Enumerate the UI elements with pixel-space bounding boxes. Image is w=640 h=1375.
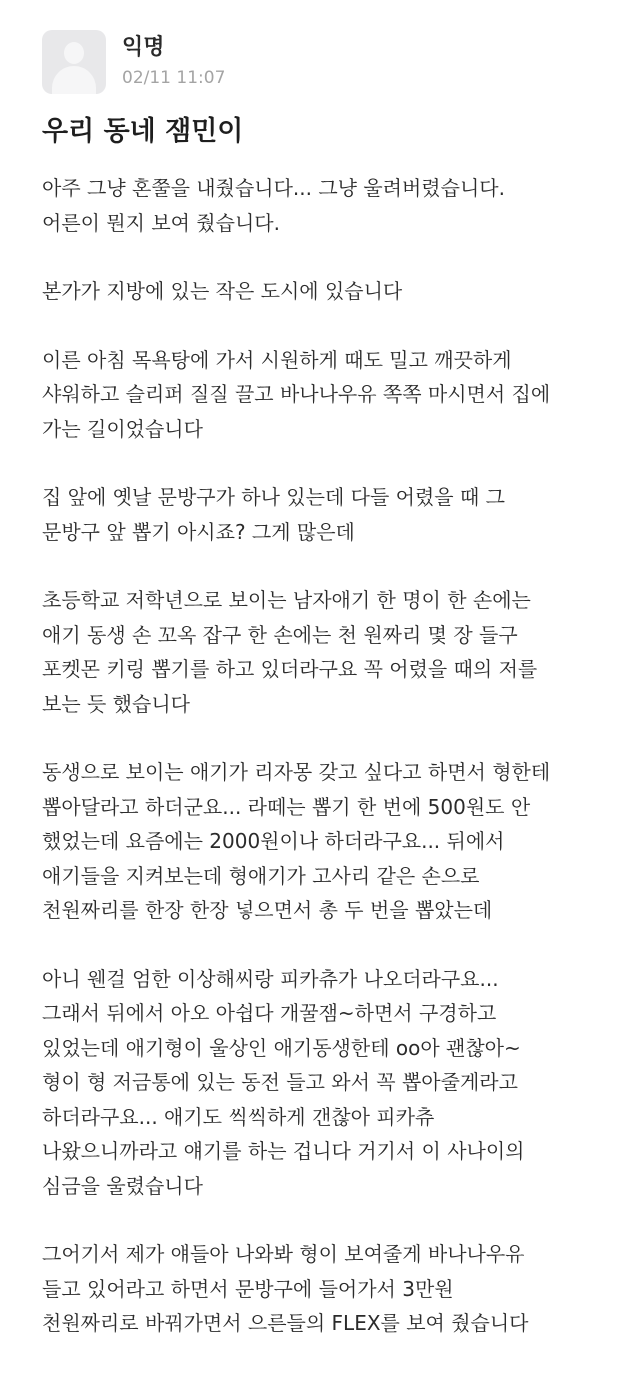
paragraph-line: 포켓몬 키링 뽑기를 하고 있더라구요 꼭 어렸을 때의 저를	[42, 657, 538, 681]
avatar[interactable]	[42, 30, 106, 94]
post-paragraph	[42, 755, 632, 928]
avatar-head-shape	[64, 42, 84, 64]
paragraph-line: 심금을 울렸습니다	[42, 1173, 203, 1198]
paragraph-line: 애기들을 지켜보는데 형애기가 고사리 같은 손으로	[42, 863, 480, 888]
post-timestamp: 02/11 11:07	[122, 68, 226, 88]
paragraph-line: 문방구 앞 뽑기 아시죠? 그게 많은데	[42, 519, 355, 544]
post-paragraph	[42, 274, 632, 309]
paragraph-line: 있었는데 애기형이 울상인 애기동생한테 oo아 괜찮아~	[42, 1035, 521, 1060]
paragraph-line: 그래서 뒤에서 아오 아쉽다 개꿀잼~하면서 구경하고	[42, 1001, 497, 1025]
paragraph-line: 동생으로 보이는 애기가 리자몽 갖고 싶다고 하면서 형한테	[42, 760, 551, 784]
paragraph-line: 아주 그냥 혼쭐을 내줬습니다... 그냥 울려버렸습니다.	[42, 176, 505, 200]
paragraph-line: 형이 형 저금통에 있는 동전 들고 와서 꼭 뽑아줄게라고	[42, 1070, 518, 1094]
paragraph-line: 애기 동생 손 꼬옥 잡구 한 손에는 천 원짜리 몇 장 들구	[42, 622, 518, 647]
paragraph-line: 초등학교 저학년으로 보이는 남자애기 한 명이 한 손에는	[42, 588, 531, 612]
paragraph-line: 본가가 지방에 있는 작은 도시에 있습니다	[42, 279, 403, 303]
paragraph-line: 들고 있어라고 하면서 문방구에 들어가서 3만원	[42, 1276, 454, 1301]
author-name[interactable]: 익명	[122, 35, 165, 60]
paragraph-line: 아니 웬걸 엄한 이상해씨랑 피카츄가 나오더라구요...	[42, 966, 499, 991]
post-title: 우리 동네 잼민이	[42, 116, 244, 147]
avatar-body-shape	[52, 66, 96, 94]
paragraph-line: 집 앞에 옛날 문방구가 하나 있는데 다들 어렸을 때 그	[42, 485, 505, 509]
post-paragraph	[42, 171, 632, 240]
paragraph-line: 뽑아달라고 하더군요... 라떼는 뽑기 한 번에 500원도 안	[42, 794, 531, 819]
paragraph-line: 어른이 뭔지 보여 줬습니다.	[42, 210, 280, 235]
paragraph-line: 천원짜리를 한장 한장 넣으면서 총 두 번을 뽑았는데	[42, 898, 493, 922]
paragraph-line: 나왔으니까라고 얘기를 하는 겁니다 거기서 이 사나이의	[42, 1139, 525, 1163]
post-body	[42, 171, 632, 1375]
paragraph-line: 하더라구요... 애기도 씩씩하게 갠찮아 피카츄	[42, 1104, 435, 1129]
post-meta	[122, 34, 225, 90]
paragraph-line: 천원짜리로 바꿔가면서 으른들의 FLEX를 보여 줬습니다	[42, 1311, 529, 1335]
paragraph-line: 했었는데 요즘에는 2000원이나 하더라구요... 뒤에서	[42, 829, 505, 853]
post-paragraph	[42, 1237, 632, 1341]
post-paragraph	[42, 480, 632, 549]
paragraph-line: 그어기서 제가 얘들아 나와봐 형이 보여줄게 바나나우유	[42, 1242, 525, 1266]
post-paragraph	[42, 583, 632, 721]
paragraph-line: 보는 듯 했습니다	[42, 691, 190, 716]
post-paragraph	[42, 962, 632, 1204]
paragraph-line: 가는 길이었습니다	[42, 416, 203, 441]
post-header	[42, 30, 225, 94]
paragraph-line: 샤워하고 슬리퍼 질질 끌고 바나나우유 쪽쪽 마시면서 집에	[42, 382, 551, 406]
paragraph-line: 이른 아침 목욕탕에 가서 시원하게 때도 밀고 깨끗하게	[42, 347, 512, 372]
post-paragraph	[42, 343, 632, 447]
